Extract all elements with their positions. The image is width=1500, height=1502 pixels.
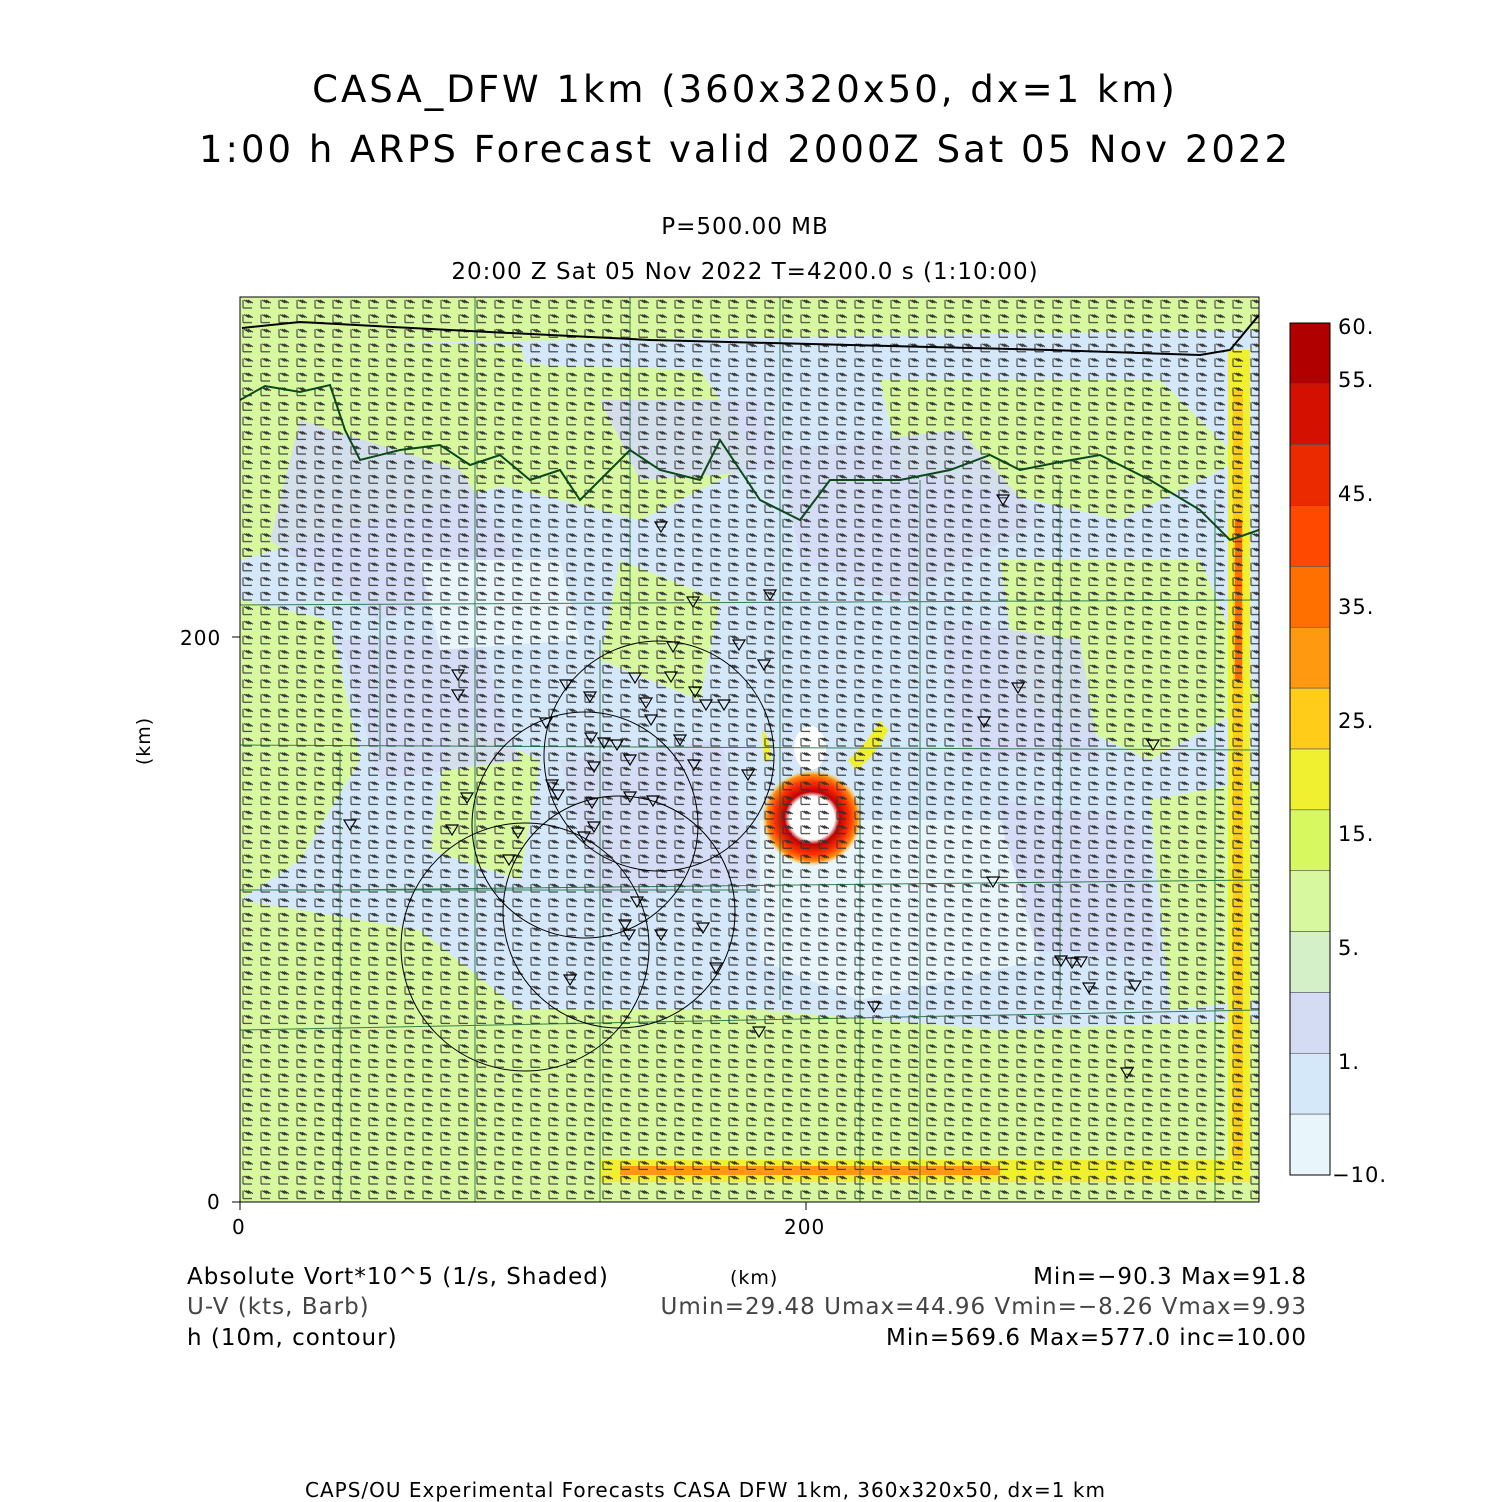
- colorbar-swatch: [1290, 932, 1330, 993]
- colorbar-swatch: [1290, 506, 1330, 567]
- colorbar-label: 55.: [1338, 368, 1375, 392]
- footer-credit: CAPS/OU Experimental Forecasts CASA DFW 1km, 360x320x50, dx=1 km: [305, 1478, 1106, 1502]
- legend-field-1: Absolute Vort*10^5 (1/s, Shaded): [187, 1264, 609, 1290]
- title-line-1: CASA_DFW 1km (360x320x50, dx=1 km): [312, 68, 1178, 111]
- colorbar-swatch: [1290, 627, 1330, 688]
- y-axis-label: (km): [133, 716, 156, 766]
- legend-stats-2: Umin=29.48 Umax=44.96 Vmin=−8.26 Vmax=9.93: [660, 1294, 1307, 1320]
- colorbar-swatch: [1290, 445, 1330, 506]
- colorbar-swatch: [1290, 810, 1330, 871]
- legend-stats-1: Min=−90.3 Max=91.8: [1033, 1264, 1307, 1290]
- colorbar-swatch: [1290, 566, 1330, 627]
- colorbar-swatch: [1290, 992, 1330, 1053]
- colorbar-label: 25.: [1338, 709, 1375, 733]
- colorbar-label: 60.: [1338, 315, 1375, 339]
- legend-stats-3: Min=569.6 Max=577.0 inc=10.00: [886, 1325, 1307, 1351]
- title-line-2: 1:00 h ARPS Forecast valid 2000Z Sat 05 Nov 2022: [198, 128, 1292, 171]
- colorbar-label: 1.: [1338, 1050, 1361, 1074]
- colorbar-swatch: [1290, 1053, 1330, 1114]
- colorbar-swatch: [1290, 688, 1330, 749]
- legend-field-2: U-V (kts, Barb): [187, 1294, 370, 1320]
- y-tick-0: 0: [207, 1190, 221, 1214]
- colorbar-label: 15.: [1338, 822, 1375, 846]
- colorbar-swatch: [1290, 1114, 1330, 1175]
- legend-field-3: h (10m, contour): [187, 1325, 398, 1351]
- x-tick-200: 200: [784, 1215, 826, 1239]
- colorbar: [1290, 323, 1330, 1175]
- x-tick-0: 0: [232, 1215, 246, 1239]
- pressure-level: P=500.00 MB: [661, 214, 829, 240]
- y-tick-200: 200: [180, 626, 222, 650]
- colorbar-label: 45.: [1338, 482, 1375, 506]
- vorticity-map: [240, 297, 1259, 1202]
- valid-time: 20:00 Z Sat 05 Nov 2022 T=4200.0 s (1:10:00): [451, 259, 1039, 285]
- colorbar-swatch: [1290, 749, 1330, 810]
- colorbar-label: 5.: [1338, 936, 1361, 960]
- colorbar-swatch: [1290, 871, 1330, 932]
- colorbar-swatch: [1290, 323, 1330, 384]
- colorbar-label: 35.: [1338, 595, 1375, 619]
- colorbar-swatch: [1290, 384, 1330, 445]
- colorbar-label: −10.: [1332, 1163, 1387, 1187]
- x-axis-label: (km): [730, 1267, 779, 1289]
